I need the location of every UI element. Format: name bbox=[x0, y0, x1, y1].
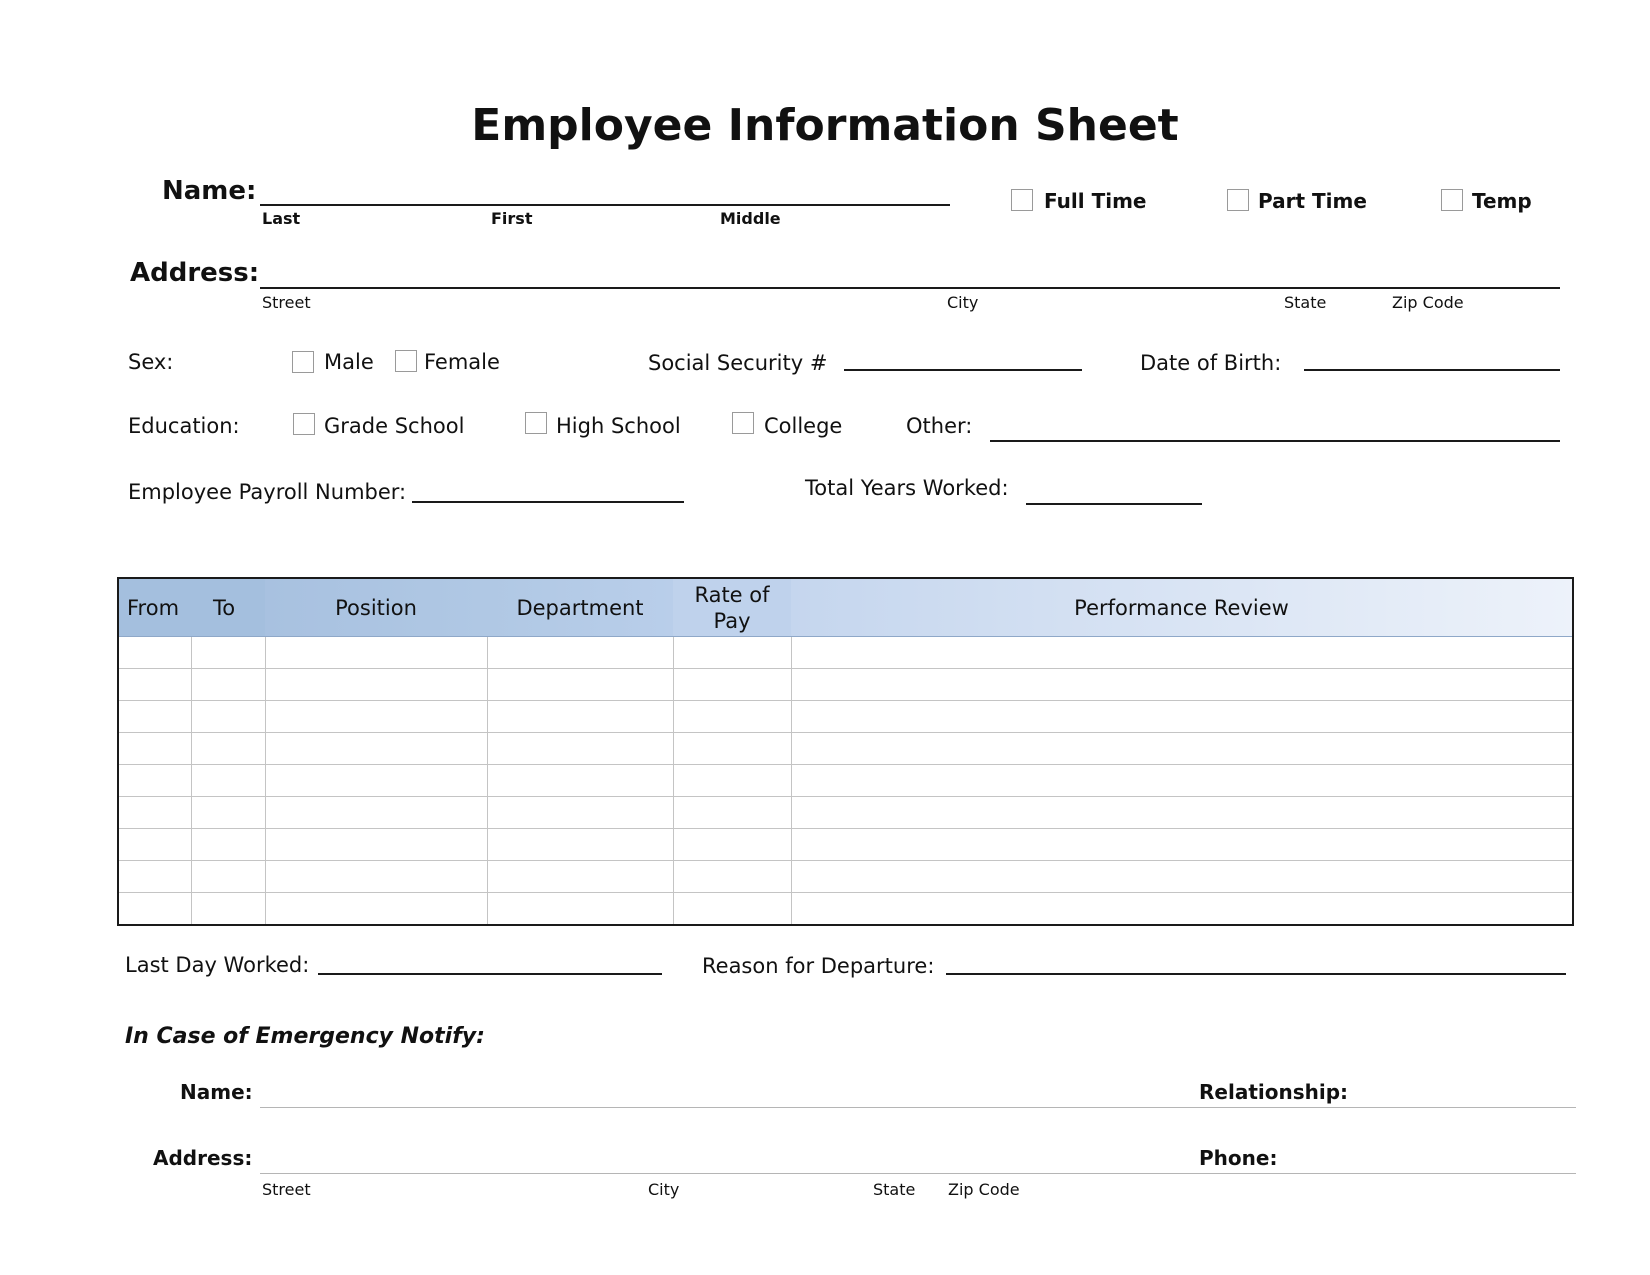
table-cell[interactable] bbox=[673, 797, 791, 829]
table-cell[interactable] bbox=[487, 669, 673, 701]
table-cell[interactable] bbox=[118, 733, 191, 765]
table-cell[interactable] bbox=[487, 829, 673, 861]
table-row bbox=[118, 733, 1573, 765]
table-body bbox=[118, 637, 1573, 926]
reason-input-line[interactable] bbox=[946, 973, 1566, 975]
female-label: Female bbox=[424, 350, 500, 374]
table-cell[interactable] bbox=[191, 861, 265, 893]
high-school-label: High School bbox=[556, 414, 681, 438]
table-cell[interactable] bbox=[791, 669, 1573, 701]
college-label: College bbox=[764, 414, 843, 438]
table-cell[interactable] bbox=[265, 637, 487, 669]
rate-header-line1: Rate of bbox=[694, 582, 770, 607]
ssn-input-line[interactable] bbox=[844, 369, 1082, 371]
address-input-line[interactable] bbox=[260, 287, 1560, 289]
name-first-caption: First bbox=[491, 209, 533, 228]
table-cell[interactable] bbox=[673, 701, 791, 733]
emergency-name-line[interactable] bbox=[260, 1107, 1576, 1108]
table-cell[interactable] bbox=[487, 733, 673, 765]
part-time-checkbox[interactable] bbox=[1227, 189, 1249, 211]
table-cell[interactable] bbox=[265, 861, 487, 893]
table-cell[interactable] bbox=[673, 733, 791, 765]
address-street-caption: Street bbox=[262, 293, 311, 312]
col-header-performance-review: Performance Review bbox=[791, 578, 1573, 637]
col-header-from: From bbox=[118, 578, 191, 637]
emergency-state-caption: State bbox=[873, 1180, 916, 1199]
female-checkbox[interactable] bbox=[395, 350, 417, 372]
table-row bbox=[118, 829, 1573, 861]
table-row bbox=[118, 701, 1573, 733]
address-city-caption: City bbox=[947, 293, 979, 312]
col-header-to: To bbox=[191, 578, 265, 637]
dob-label: Date of Birth: bbox=[1140, 351, 1282, 375]
table-cell[interactable] bbox=[487, 893, 673, 926]
table-cell[interactable] bbox=[487, 701, 673, 733]
table-cell[interactable] bbox=[118, 797, 191, 829]
table-header-row bbox=[118, 578, 1573, 637]
table-cell[interactable] bbox=[487, 637, 673, 669]
table-cell[interactable] bbox=[673, 829, 791, 861]
other-label: Other: bbox=[906, 414, 973, 438]
last-day-input-line[interactable] bbox=[318, 973, 662, 975]
page-title: Employee Information Sheet bbox=[471, 100, 1179, 151]
col-header-rate-of-pay bbox=[673, 578, 791, 637]
name-label: Name: bbox=[162, 176, 257, 206]
emergency-city-caption: City bbox=[648, 1180, 680, 1199]
table-cell[interactable] bbox=[118, 765, 191, 797]
table-cell[interactable] bbox=[487, 797, 673, 829]
total-years-label: Total Years Worked: bbox=[805, 476, 1009, 500]
col-header-position: Position bbox=[265, 578, 487, 637]
emergency-name-label: Name: bbox=[180, 1080, 253, 1104]
table-cell[interactable] bbox=[265, 765, 487, 797]
employment-history-table bbox=[117, 577, 1574, 926]
table-cell[interactable] bbox=[118, 669, 191, 701]
emergency-address-label: Address: bbox=[153, 1146, 253, 1170]
table-cell[interactable] bbox=[265, 701, 487, 733]
reason-label: Reason for Departure: bbox=[702, 954, 935, 978]
payroll-input-line[interactable] bbox=[412, 501, 684, 503]
table-cell[interactable] bbox=[191, 701, 265, 733]
table-cell[interactable] bbox=[487, 861, 673, 893]
part-time-label: Part Time bbox=[1258, 189, 1367, 213]
temp-checkbox[interactable] bbox=[1441, 189, 1463, 211]
col-header-department: Department bbox=[487, 578, 673, 637]
table-cell[interactable] bbox=[118, 637, 191, 669]
male-label: Male bbox=[324, 350, 374, 374]
full-time-label: Full Time bbox=[1044, 189, 1147, 213]
table-cell[interactable] bbox=[791, 861, 1573, 893]
address-zip-caption: Zip Code bbox=[1392, 293, 1464, 312]
high-school-checkbox[interactable] bbox=[525, 412, 547, 434]
table-row bbox=[118, 765, 1573, 797]
male-checkbox[interactable] bbox=[292, 351, 314, 373]
name-last-caption: Last bbox=[262, 209, 301, 228]
grade-school-label: Grade School bbox=[324, 414, 465, 438]
full-time-checkbox[interactable] bbox=[1011, 189, 1033, 211]
table-cell[interactable] bbox=[191, 765, 265, 797]
emergency-relationship-label: Relationship: bbox=[1199, 1080, 1349, 1104]
table-cell[interactable] bbox=[265, 733, 487, 765]
address-state-caption: State bbox=[1284, 293, 1327, 312]
temp-label: Temp bbox=[1472, 189, 1532, 213]
total-years-input-line[interactable] bbox=[1026, 503, 1202, 505]
table-cell[interactable] bbox=[191, 829, 265, 861]
rate-header-line2: Pay bbox=[713, 608, 751, 633]
emergency-phone-label: Phone: bbox=[1199, 1146, 1278, 1170]
table-cell[interactable] bbox=[791, 765, 1573, 797]
table-cell[interactable] bbox=[673, 637, 791, 669]
address-label: Address: bbox=[130, 258, 260, 288]
table-cell[interactable] bbox=[265, 797, 487, 829]
table-cell[interactable] bbox=[118, 861, 191, 893]
emergency-heading: In Case of Emergency Notify: bbox=[125, 1024, 485, 1049]
table-cell[interactable] bbox=[791, 701, 1573, 733]
table-cell[interactable] bbox=[118, 829, 191, 861]
table-row bbox=[118, 861, 1573, 893]
college-checkbox[interactable] bbox=[732, 412, 754, 434]
table-cell[interactable] bbox=[118, 701, 191, 733]
table-row bbox=[118, 637, 1573, 669]
table-cell[interactable] bbox=[791, 829, 1573, 861]
grade-school-checkbox[interactable] bbox=[293, 413, 315, 435]
emergency-address-line[interactable] bbox=[260, 1173, 1576, 1174]
table-cell[interactable] bbox=[118, 893, 191, 926]
table-cell[interactable] bbox=[673, 765, 791, 797]
table-cell[interactable] bbox=[791, 893, 1573, 926]
table-cell[interactable] bbox=[673, 669, 791, 701]
ssn-label: Social Security # bbox=[648, 351, 828, 375]
sex-label: Sex: bbox=[128, 350, 174, 374]
name-middle-caption: Middle bbox=[720, 209, 781, 228]
table-cell[interactable] bbox=[191, 733, 265, 765]
last-day-label: Last Day Worked: bbox=[125, 953, 310, 977]
table-cell[interactable] bbox=[791, 797, 1573, 829]
emergency-street-caption: Street bbox=[262, 1180, 311, 1199]
emergency-zip-caption: Zip Code bbox=[948, 1180, 1020, 1199]
table-row bbox=[118, 797, 1573, 829]
table-cell[interactable] bbox=[191, 669, 265, 701]
table-row bbox=[118, 669, 1573, 701]
other-input-line[interactable] bbox=[990, 440, 1560, 442]
table-cell[interactable] bbox=[673, 893, 791, 926]
table-row bbox=[118, 893, 1573, 926]
table-cell[interactable] bbox=[487, 765, 673, 797]
table-cell[interactable] bbox=[191, 797, 265, 829]
table-cell[interactable] bbox=[265, 893, 487, 926]
education-label: Education: bbox=[128, 414, 240, 438]
table-cell[interactable] bbox=[191, 637, 265, 669]
table-cell[interactable] bbox=[791, 637, 1573, 669]
payroll-label: Employee Payroll Number: bbox=[128, 480, 407, 504]
table-cell[interactable] bbox=[265, 669, 487, 701]
table-cell[interactable] bbox=[791, 733, 1573, 765]
table-cell[interactable] bbox=[673, 861, 791, 893]
table-cell[interactable] bbox=[265, 829, 487, 861]
dob-input-line[interactable] bbox=[1304, 369, 1560, 371]
table-cell[interactable] bbox=[191, 893, 265, 926]
name-input-line[interactable] bbox=[260, 204, 950, 206]
